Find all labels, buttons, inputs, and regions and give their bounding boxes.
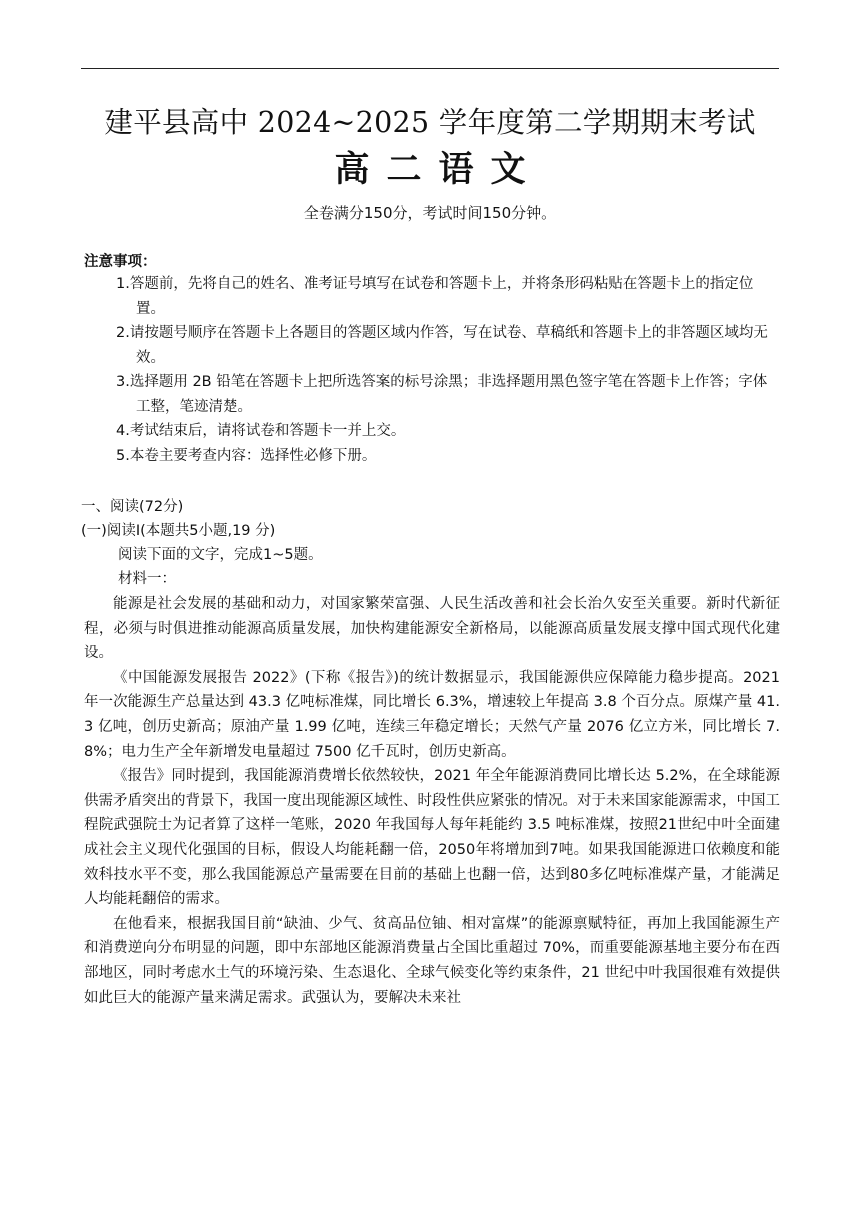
- exam-title: 建平县高中 2024~2025 学年度第二学期期末考试: [104, 106, 756, 139]
- top-rule: [81, 68, 779, 69]
- paragraph: 《中国能源发展报告 2022》(下称《报告》)的统计数据显示，我国能源供应保障能力稳步提高。2021 年一次能源生产总量达到 43.3 亿吨标准煤，同比增长 6.3%，增速较上年提高 3.8 个百分点。原煤产量 41.3 亿吨，创历史新高；原油产量 1.99 亿吨，连续三年稳定增长；天然气产量 2076 亿立方米，同比增长 7.8%；电力生产全年新增发电量超过 7500 亿千瓦时，创历史新高。: [84, 669, 780, 760]
- exam-info: 全卷满分150分，考试时间150分钟。: [303, 204, 557, 222]
- notes-item: 2.请按题号顺序在答题卡上各题目的答题区域内作答，写在试卷、草稿纸和答题卡上的非答题区域均无效。: [116, 325, 768, 366]
- section-heading: 一、阅读(72分): [81, 499, 184, 515]
- material-body: [84, 592, 780, 1010]
- reading-instruction: 阅读下面的文字，完成1~5题。: [118, 547, 323, 563]
- subject-title: 高二语文: [334, 149, 543, 190]
- paragraph: 能源是社会发展的基础和动力，对国家繁荣富强、人民生活改善和社会长治久安至关重要。新时代新征程，必须与时俱进推动能源高质量发展，加快构建能源安全新格局，以能源高质量发展支撑中国式现代化建设。: [84, 596, 780, 662]
- notes-item: 5.本卷主要考查内容：选择性必修下册。: [116, 447, 377, 464]
- notes-item: 4.考试结束后，请将试卷和答题卡一并上交。: [116, 423, 406, 439]
- part-heading: (一)阅读Ⅰ(本题共5小题,19 分): [81, 523, 276, 539]
- notes-item: 3.选择题用 2B 铅笔在答题卡上把所选答案的标号涂黑；非选择题用黑色签字笔在答题卡上作答；字体工整，笔迹清楚。: [116, 374, 768, 415]
- material-label: 材料一：: [118, 571, 176, 587]
- notes-heading: 注意事项：: [84, 254, 157, 270]
- notes-list: [116, 272, 780, 468]
- paragraph: 《报告》同时提到，我国能源消费增长依然较快，2021 年全年能源消费同比增长达 5.2%，在全球能源供需矛盾突出的背景下，我国一度出现能源区域性、时段性供应紧张的情况。对于未来国家能源需求，中国工程院武强院士为记者算了这样一笔账，2020 年我国每人每年耗能约 3.5 吨标准煤，按照21世纪中叶全面建成社会主义现代化强国的目标，假设人均能耗翻一倍，2050年将增加到7吨。如果我国能源进口依赖度和能效科技水平不变，那么我国能源总产量需要在目前的基础上也翻一倍，达到80多亿吨标准煤产量，才能满足人均能耗翻倍的需求。: [84, 768, 780, 908]
- notes-item: 1.答题前，先将自己的姓名、准考证号填写在试卷和答题卡上，并将条形码粘贴在答题卡上的指定位置。: [116, 276, 754, 317]
- paragraph: 在他看来，根据我国目前“缺油、少气、贫高品位铀、相对富煤”的能源禀赋特征，再加上我国能源生产和消费逆向分布明显的问题，即中东部地区能源消费量占全国比重超过 70%，而重要能源基地主要分布在西部地区，同时考虑水土气的环境污染、生态退化、全球气候变化等约束条件，21 世纪中叶我国很难有效提供如此巨大的能源产量来满足需求。武强认为，要解决未来社: [84, 915, 780, 1006]
